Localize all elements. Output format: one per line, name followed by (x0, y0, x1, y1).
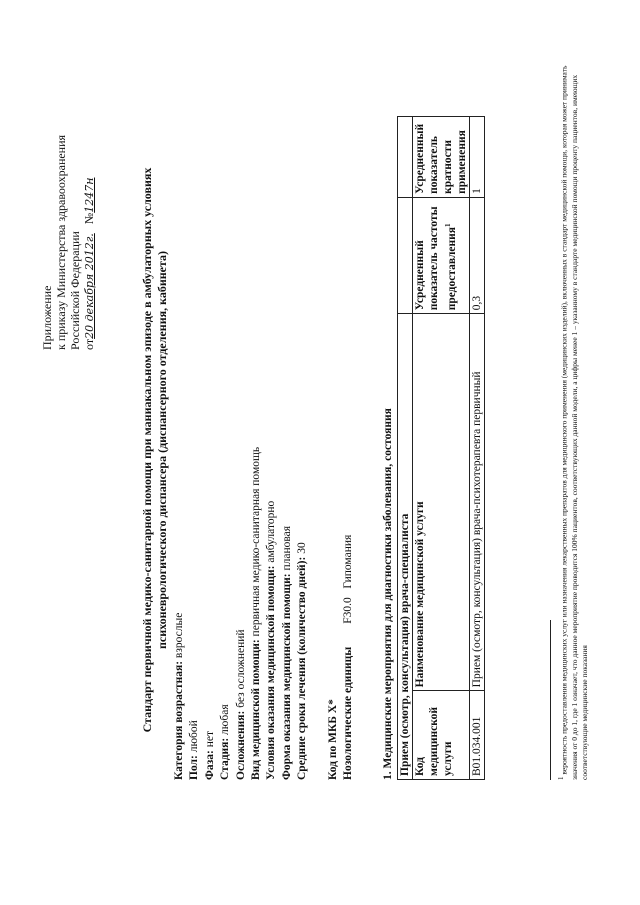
footnote-divider (550, 620, 551, 780)
icd-name: Гипомания (342, 534, 355, 589)
appendix-line-3: Российской Федерации (68, 231, 82, 350)
table-header-row (413, 117, 470, 780)
cell-multiplicity: 1 (470, 117, 485, 198)
header-frequency: Усредненный показатель частоты предоставления$^1$ (413, 197, 470, 313)
appendix-line-2: к приказу Министерства здравоохранения (54, 134, 68, 350)
meta-stage: Стадия: любая (219, 704, 232, 780)
cell-name: Прием (осмотр, консультация) врача-психотерапевта первичный (470, 314, 485, 691)
title-line-1: Стандарт первичной медико-санитарной помощи при маниакальном эпизоде в амбулаторных условиях (140, 167, 154, 733)
appendix-date-line (82, 30, 97, 350)
handwritten-number: 1247н (83, 177, 96, 213)
nosology-label: Нозологические единицы (342, 646, 355, 780)
meta-phase: Фаза: нет (203, 731, 216, 780)
cell-code: B01.034.001 (470, 691, 485, 780)
table-subheader-row (398, 117, 413, 780)
header-code: Код медицинской услуги (413, 691, 470, 780)
meta-age: Категория возрастная: взрослые (173, 612, 185, 780)
document-title (140, 65, 170, 835)
handwritten-date: 20 декабря 2012г. (83, 233, 96, 339)
appendix-line-1: Приложение (40, 285, 54, 350)
icd-code: F30.0 (342, 597, 355, 624)
table-row (470, 117, 485, 780)
title-line-2: психоневрологического диспансера (диспансерного отделения, кабинета) (155, 250, 169, 650)
table-subheader: Прием (осмотр, консультация) врача-специалиста (398, 314, 413, 780)
table-empty-cell (398, 117, 413, 198)
header-multiplicity: Усредненный показатель кратности применения (413, 117, 470, 198)
icd-line (341, 447, 356, 780)
meta-care-type: Вид медицинской помощи: первичная медико-санитарная помощь (250, 446, 263, 780)
meta-sex: Пол: любой (188, 720, 201, 780)
meta-spacer (311, 447, 326, 780)
meta-complications: Осложнения: без осложнений (234, 629, 247, 780)
section-title: 1. Медицинские мероприятия для диагностики заболевания, состояния (382, 408, 394, 780)
cell-frequency: 0,3 (470, 197, 485, 313)
meta-care-conditions: Условия оказания медицинской помощи: амбулаторно (265, 500, 278, 780)
standard-metadata (172, 447, 357, 780)
table-empty-cell (398, 197, 413, 313)
services-table (397, 116, 485, 780)
header-name: Наименование медицинской услуги (413, 314, 470, 691)
meta-treatment-duration: Средние сроки лечения (количество дней): 30 (296, 542, 309, 780)
date-prefix: от (82, 338, 96, 350)
appendix-block (40, 30, 97, 350)
number-prefix: № (82, 212, 96, 225)
footnote: $^1$ вероятность предоставления медицинских услуг или назначения лекарственных препаратов для медицинского применения (медицинских изделий), включенных в стандарт медицинской помощи, которая может принимать значения от 0 до 1, где 1 означает, что данное мероприятие проводится 100% пациентов, соответствующих данной модели, а цифры менее 1 – указанному в стандарте медицинской помощи проценту пациентов, имеющих соответствующие медицинские показания (557, 65, 589, 780)
meta-care-form: Форма оказания медицинской помощи: плановая (280, 525, 293, 780)
icd-label: Код по МКБ X* (327, 699, 340, 780)
